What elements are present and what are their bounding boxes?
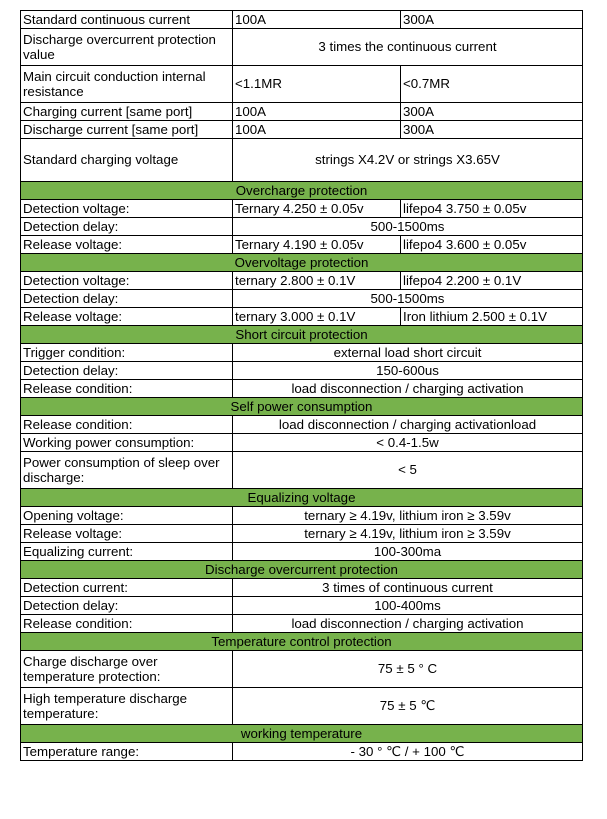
row-value: load disconnection / charging activation bbox=[233, 380, 583, 398]
row-label: Standard charging voltage bbox=[21, 139, 233, 182]
row-value: - 30 ° ℃ / + 100 ℃ bbox=[233, 743, 583, 761]
section-header-equalizing bbox=[21, 489, 583, 507]
section-title: Overcharge protection bbox=[21, 182, 583, 200]
table-row bbox=[21, 218, 583, 236]
row-label: Release condition: bbox=[21, 416, 233, 434]
table-row bbox=[21, 615, 583, 633]
row-value: strings X4.2V or strings X3.65V bbox=[233, 139, 583, 182]
row-value: 75 ± 5 ° C bbox=[233, 651, 583, 688]
row-label: Release voltage: bbox=[21, 308, 233, 326]
row-label: Release condition: bbox=[21, 380, 233, 398]
table-row bbox=[21, 543, 583, 561]
row-label: Detection current: bbox=[21, 579, 233, 597]
row-value: 75 ± 5 ℃ bbox=[233, 688, 583, 725]
table-row bbox=[21, 272, 583, 290]
table-row bbox=[21, 579, 583, 597]
row-label: Charge discharge over temperature protection: bbox=[21, 651, 233, 688]
table-row bbox=[21, 29, 583, 66]
row-value: 100A bbox=[233, 121, 401, 139]
section-title: Temperature control protection bbox=[21, 633, 583, 651]
row-value: Ternary 4.250 ± 0.05v bbox=[233, 200, 401, 218]
table-row bbox=[21, 380, 583, 398]
row-value: 100A bbox=[233, 103, 401, 121]
row-value: Iron lithium 2.500 ± 0.1V bbox=[401, 308, 583, 326]
row-label: Detection delay: bbox=[21, 218, 233, 236]
section-title: Equalizing voltage bbox=[21, 489, 583, 507]
row-label: Release condition: bbox=[21, 615, 233, 633]
table-row bbox=[21, 507, 583, 525]
row-value: ternary ≥ 4.19v, lithium iron ≥ 3.59v bbox=[233, 507, 583, 525]
row-value: 100-400ms bbox=[233, 597, 583, 615]
table-row bbox=[21, 416, 583, 434]
section-title: Short circuit protection bbox=[21, 326, 583, 344]
row-label: Trigger condition: bbox=[21, 344, 233, 362]
table-row bbox=[21, 597, 583, 615]
row-value: 150-600us bbox=[233, 362, 583, 380]
row-value: 300A bbox=[401, 121, 583, 139]
row-label: High temperature discharge temperature: bbox=[21, 688, 233, 725]
row-value: ternary 3.000 ± 0.1V bbox=[233, 308, 401, 326]
section-title: working temperature bbox=[21, 725, 583, 743]
row-value: load disconnection / charging activation bbox=[233, 615, 583, 633]
row-value: lifepo4 3.750 ± 0.05v bbox=[401, 200, 583, 218]
row-value: < 5 bbox=[233, 452, 583, 489]
table-row bbox=[21, 452, 583, 489]
table-row bbox=[21, 743, 583, 761]
row-label: Discharge current [same port] bbox=[21, 121, 233, 139]
section-header-overvoltage bbox=[21, 254, 583, 272]
row-label: Discharge overcurrent protection value bbox=[21, 29, 233, 66]
table-row bbox=[21, 525, 583, 543]
row-value: < 0.4-1.5w bbox=[233, 434, 583, 452]
row-label: Power consumption of sleep over discharge: bbox=[21, 452, 233, 489]
row-value: <0.7MR bbox=[401, 66, 583, 103]
section-header-short-circuit bbox=[21, 326, 583, 344]
table-row bbox=[21, 434, 583, 452]
table-row bbox=[21, 344, 583, 362]
table-row bbox=[21, 139, 583, 182]
row-label: Equalizing current: bbox=[21, 543, 233, 561]
table-row bbox=[21, 11, 583, 29]
table-row bbox=[21, 362, 583, 380]
table-row bbox=[21, 236, 583, 254]
row-value: lifepo4 2.200 ± 0.1V bbox=[401, 272, 583, 290]
section-title: Self power consumption bbox=[21, 398, 583, 416]
row-label: Working power consumption: bbox=[21, 434, 233, 452]
section-header-temperature-control bbox=[21, 633, 583, 651]
row-label: Detection delay: bbox=[21, 362, 233, 380]
section-title: Discharge overcurrent protection bbox=[21, 561, 583, 579]
row-value: <1.1MR bbox=[233, 66, 401, 103]
table-row bbox=[21, 200, 583, 218]
spec-table bbox=[20, 10, 583, 761]
row-value: lifepo4 3.600 ± 0.05v bbox=[401, 236, 583, 254]
table-row bbox=[21, 308, 583, 326]
table-row bbox=[21, 66, 583, 103]
row-label: Release voltage: bbox=[21, 525, 233, 543]
row-label: Detection voltage: bbox=[21, 272, 233, 290]
section-title: Overvoltage protection bbox=[21, 254, 583, 272]
row-value: 100A bbox=[233, 11, 401, 29]
row-value: 300A bbox=[401, 103, 583, 121]
row-value: 500-1500ms bbox=[233, 218, 583, 236]
row-value: Ternary 4.190 ± 0.05v bbox=[233, 236, 401, 254]
table-row bbox=[21, 121, 583, 139]
section-header-working-temperature bbox=[21, 725, 583, 743]
row-label: Charging current [same port] bbox=[21, 103, 233, 121]
row-value: external load short circuit bbox=[233, 344, 583, 362]
row-value: 3 times the continuous current bbox=[233, 29, 583, 66]
row-value: 300A bbox=[401, 11, 583, 29]
table-row bbox=[21, 290, 583, 308]
row-label: Temperature range: bbox=[21, 743, 233, 761]
table-row bbox=[21, 103, 583, 121]
section-header-overcharge bbox=[21, 182, 583, 200]
row-value: 3 times of continuous current bbox=[233, 579, 583, 597]
row-label: Main circuit conduction internal resistance bbox=[21, 66, 233, 103]
row-label: Detection delay: bbox=[21, 597, 233, 615]
row-value: ternary 2.800 ± 0.1V bbox=[233, 272, 401, 290]
row-label: Standard continuous current bbox=[21, 11, 233, 29]
row-label: Release voltage: bbox=[21, 236, 233, 254]
row-label: Detection delay: bbox=[21, 290, 233, 308]
row-value: load disconnection / charging activationload bbox=[233, 416, 583, 434]
section-header-discharge-overcurrent bbox=[21, 561, 583, 579]
section-header-self-power bbox=[21, 398, 583, 416]
row-label: Opening voltage: bbox=[21, 507, 233, 525]
row-label: Detection voltage: bbox=[21, 200, 233, 218]
row-value: 500-1500ms bbox=[233, 290, 583, 308]
row-value: 100-300ma bbox=[233, 543, 583, 561]
table-row bbox=[21, 688, 583, 725]
table-row bbox=[21, 651, 583, 688]
row-value: ternary ≥ 4.19v, lithium iron ≥ 3.59v bbox=[233, 525, 583, 543]
